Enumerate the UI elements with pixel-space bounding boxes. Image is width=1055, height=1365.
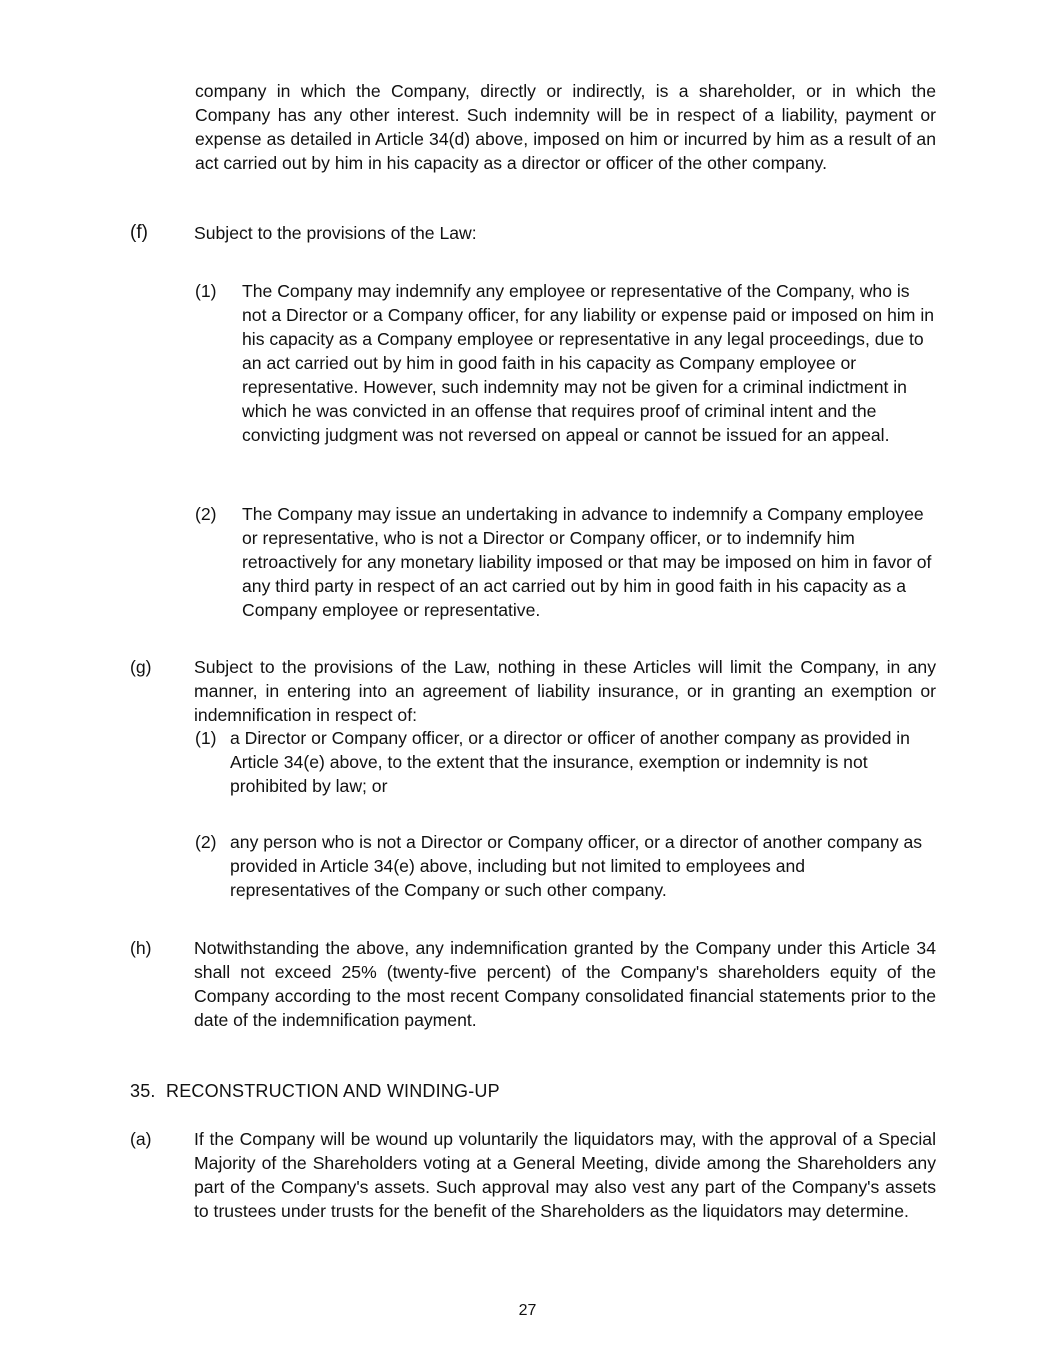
section-f-label: (f) bbox=[130, 222, 148, 243]
section-g-item-1-label: (1) bbox=[195, 728, 217, 748]
section-35-heading: 35. RECONSTRUCTION AND WINDING-UP bbox=[130, 1081, 500, 1101]
section-35a-text: If the Company will be wound up voluntarily the liquidators may, with the approval of a Special Majority of the Shareholders voting at a General Meeting, divide among the Shareholders any part of the Company's assets. Such approval may also vest any part of the Company's assets to trustees under trusts for the benefit of the Shareholders as the liquidators may determine. bbox=[194, 1129, 936, 1221]
section-f-item-1-label: (1) bbox=[195, 281, 217, 301]
page-number: 27 bbox=[518, 1302, 537, 1319]
section-f-item-1-text: The Company may indemnify any employee or representative of the Company, who is not a Director or a Company officer, for any liability or expense paid or imposed on him in his capacity as a Company employee or representative in any legal proceedings, due to an act carried out by him in good faith in his capacity as Company employee or representative. However, such indemnity may not be given for a criminal indictment in which he was convicted in an offense that requires proof of criminal intent and the convicting judgment was not reversed on appeal or cannot be issued for an appeal. bbox=[242, 281, 935, 445]
section-h-label: (h) bbox=[130, 938, 152, 958]
section-h-text: Notwithstanding the above, any indemnification granted by the Company under this Article 34 shall not exceed 25% (twenty-five percent) of the Company's shareholders equity of the Company according to the most recent Company consolidated financial statements prior to the date of the indemnification payment. bbox=[194, 938, 936, 1030]
section-35a-label: (a) bbox=[130, 1129, 152, 1149]
section-g-item-1-text: a Director or Company officer, or a director or officer of another company as provided in Article 34(e) above, to the extent that the insurance, exemption or indemnity is not prohibited by law; or bbox=[230, 728, 910, 796]
section-g-item-2-label: (2) bbox=[195, 832, 217, 852]
section-g-text: Subject to the provisions of the Law, nothing in these Articles will limit the Company, in any manner, in entering into an agreement of liability insurance, or in granting an exemption or indemnification in respect of: bbox=[194, 657, 936, 725]
section-f-item-2-text: The Company may issue an undertaking in advance to indemnify a Company employee or representative, who is not a Director or Company officer, or to indemnify him retroactively for any monetary liability imposed or that may be imposed on him in favor of any third party in respect of an act carried out by him in good faith in his capacity as a Company employee or representative. bbox=[242, 504, 932, 620]
section-g-label: (g) bbox=[130, 657, 152, 677]
section-f-text: Subject to the provisions of the Law: bbox=[194, 223, 477, 243]
continued-paragraph: company in which the Company, directly or indirectly, is a shareholder, or in which the Company has any other interest. Such indemnity will be in respect of a liability, payment or expense as detailed in Article 34(d) above, imposed on him or incurred by him as a result of an act carried out by him in his capacity as a director or officer of the other company. bbox=[195, 81, 936, 173]
section-g-item-2-text: any person who is not a Director or Company officer, or a director of another company as provided in Article 34(e) above, including but not limited to employees and representatives of the Company or such other company. bbox=[230, 832, 923, 900]
section-f-item-2-label: (2) bbox=[195, 504, 217, 524]
